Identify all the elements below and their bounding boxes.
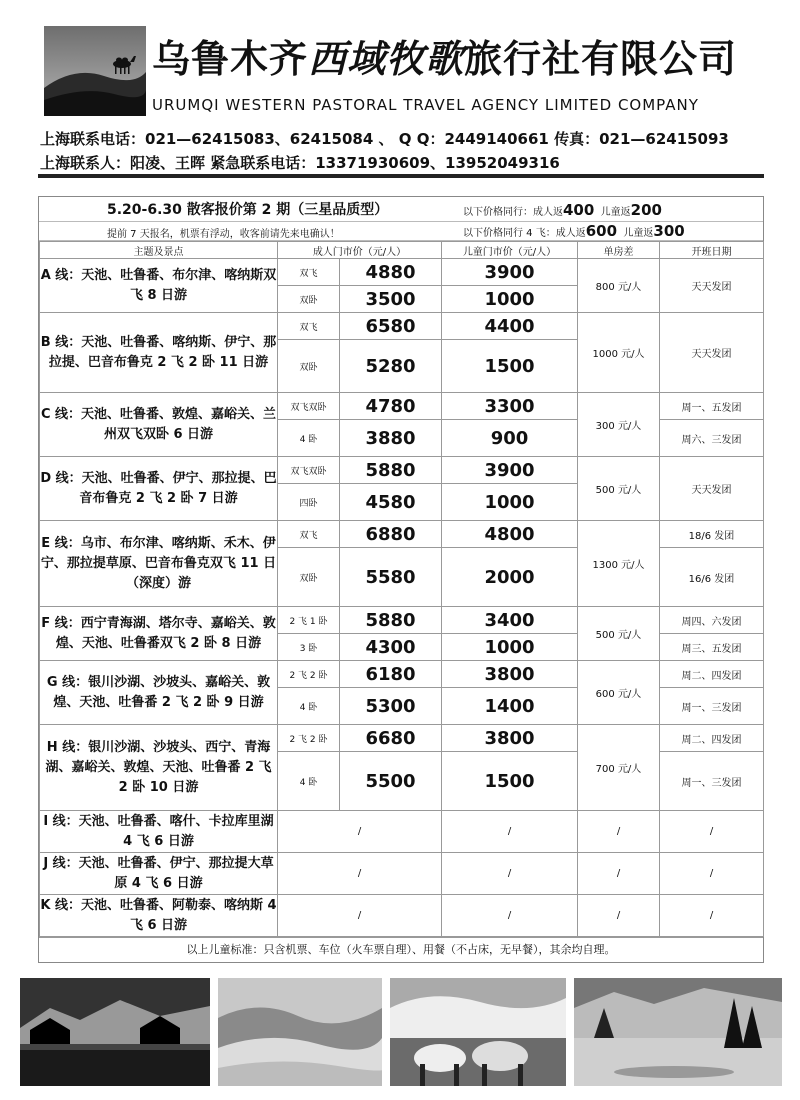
single-room-supplement: 700 元/人 — [578, 725, 660, 811]
contact-line-2: 上海联系人：阳凌、王晖 紧急联系电话：13371930609、13952049316 — [40, 154, 560, 172]
table-row — [40, 853, 764, 895]
child-price: 1500 — [442, 340, 578, 393]
commission-label: 以下价格同行：成人返 — [463, 207, 563, 218]
route-name: B 线：天池、吐鲁番、喀纳斯、伊宁、那拉提、巴音布鲁克 2 飞 2 卧 11 日游 — [40, 313, 278, 393]
col-child-price: 儿童门市价（元/人） — [442, 242, 578, 259]
price-unavailable: / — [660, 895, 764, 937]
departure-schedule: 天天发团 — [660, 457, 764, 521]
child-price: 1000 — [442, 484, 578, 521]
adult-price: 4780 — [340, 393, 442, 420]
child-price: 4800 — [442, 521, 578, 548]
commission-line-2 — [463, 222, 685, 240]
table-row — [40, 725, 764, 752]
adult-price: 4580 — [340, 484, 442, 521]
transport-type: 2 飞 1 卧 — [278, 607, 340, 634]
table-row — [40, 607, 764, 634]
col-adult-price: 成人门市价（元/人） — [278, 242, 442, 259]
col-route: 主题及景点 — [40, 242, 278, 259]
camel-icon — [390, 978, 566, 1086]
photo-desert — [218, 978, 382, 1086]
price-unavailable: / — [578, 895, 660, 937]
adult-commission-4fly: 600 — [585, 222, 618, 240]
single-room-supplement: 1000 元/人 — [578, 313, 660, 393]
col-departure: 开班日期 — [660, 242, 764, 259]
departure-schedule: 周三、五发团 — [660, 634, 764, 661]
route-rows — [40, 259, 764, 937]
contact-line-1: 上海联系电话：021—62415083、62415084 、 Q Q：2449140661 传真：021—62415093 — [40, 130, 729, 148]
table-row — [40, 811, 764, 853]
child-price: 1400 — [442, 688, 578, 725]
table-row — [40, 393, 764, 420]
header-divider — [38, 174, 764, 178]
child-price: 3900 — [442, 457, 578, 484]
departure-schedule: 周一、三发团 — [660, 688, 764, 725]
price-unavailable: / — [278, 895, 442, 937]
route-name: E 线：乌市、布尔津、喀纳斯、禾木、伊宁、那拉提草原、巴音布鲁克双飞 11 日（深度）游 — [40, 521, 278, 607]
single-room-supplement: 300 元/人 — [578, 393, 660, 457]
column-header-row — [40, 242, 764, 259]
photo-ancient-city — [20, 978, 210, 1086]
dunes-icon — [218, 978, 382, 1086]
route-name: F 线：西宁青海湖、塔尔寺、嘉峪关、敦煌、天池、吐鲁番双飞 2 卧 8 日游 — [40, 607, 278, 661]
single-room-supplement: 800 元/人 — [578, 259, 660, 313]
photo-camels — [390, 978, 566, 1086]
adult-price: 5880 — [340, 607, 442, 634]
route-name: D 线：天池、吐鲁番、伊宁、那拉提、巴音布鲁克 2 飞 2 卧 7 日游 — [40, 457, 278, 521]
child-commission: 200 — [630, 201, 662, 219]
child-price: 3900 — [442, 259, 578, 286]
transport-type: 双飞 — [278, 259, 340, 286]
price-unavailable: / — [442, 895, 578, 937]
transport-type: 双飞 — [278, 521, 340, 548]
departure-schedule: 天天发团 — [660, 259, 764, 313]
transport-type: 3 卧 — [278, 634, 340, 661]
price-unavailable: / — [278, 811, 442, 853]
price-unavailable: / — [660, 811, 764, 853]
route-name: H 线：银川沙湖、沙坡头、西宁、青海湖、嘉峪关、敦煌、天池、吐鲁番 2 飞 2 卧 10 日游 — [40, 725, 278, 811]
price-table — [38, 196, 764, 963]
table-row — [40, 661, 764, 688]
price-unavailable: / — [442, 811, 578, 853]
route-name: A 线：天池、吐鲁番、布尔津、喀纳斯双飞 8 日游 — [40, 259, 278, 313]
adult-price: 6680 — [340, 725, 442, 752]
booking-note: 提前 7 天报名，机票有浮动，收客前请先来电确认！ — [107, 229, 340, 240]
transport-type: 双飞 — [278, 313, 340, 340]
company-name-calligraphy: 西域牧歌 — [308, 36, 465, 81]
table-row — [40, 895, 764, 937]
company-name-en: URUMQI WESTERN PASTORAL TRAVEL AGENCY LIMITED COMPANY — [152, 96, 699, 114]
adult-price: 5500 — [340, 752, 442, 811]
transport-type: 双卧 — [278, 548, 340, 607]
commission-line-1 — [463, 201, 662, 219]
table-row — [40, 457, 764, 484]
transport-type: 4 卧 — [278, 688, 340, 725]
adult-price: 4880 — [340, 259, 442, 286]
price-unavailable: / — [278, 853, 442, 895]
transport-type: 双卧 — [278, 340, 340, 393]
route-grid — [39, 241, 764, 937]
child-policy-note: 以上儿童标准：只含机票、车位（火车票自理）、用餐（不占床，无早餐），其余均自理。 — [39, 937, 763, 962]
departure-schedule: 天天发团 — [660, 313, 764, 393]
adult-price: 5580 — [340, 548, 442, 607]
departure-schedule: 周二、四发团 — [660, 725, 764, 752]
route-name: G 线：银川沙湖、沙坡头、嘉峪关、敦煌、天池、吐鲁番 2 飞 2 卧 9 日游 — [40, 661, 278, 725]
col-single-room: 单房差 — [578, 242, 660, 259]
table-note-row — [39, 222, 763, 241]
child-price: 3400 — [442, 607, 578, 634]
departure-schedule: 周一、三发团 — [660, 752, 764, 811]
transport-type: 双卧 — [278, 286, 340, 313]
child-commission-label-4fly: 儿童返 — [623, 228, 654, 239]
child-price: 1000 — [442, 286, 578, 313]
child-price: 900 — [442, 420, 578, 457]
departure-schedule: 18/6 发团 — [660, 521, 764, 548]
transport-type: 双飞双卧 — [278, 457, 340, 484]
adult-price: 5300 — [340, 688, 442, 725]
photo-strip — [20, 978, 782, 1086]
departure-schedule: 周二、四发团 — [660, 661, 764, 688]
price-unavailable: / — [660, 853, 764, 895]
company-logo — [44, 26, 146, 116]
trees-icon — [574, 978, 782, 1086]
transport-type: 4 卧 — [278, 752, 340, 811]
departure-schedule: 周一、五发团 — [660, 393, 764, 420]
adult-price: 5880 — [340, 457, 442, 484]
price-unavailable: / — [578, 811, 660, 853]
single-room-supplement: 500 元/人 — [578, 457, 660, 521]
commission-label-4fly: 以下价格同行 4 飞：成人返 — [463, 228, 586, 239]
route-name: I 线：天池、吐鲁番、喀什、卡拉库里湖 4 飞 6 日游 — [40, 811, 278, 853]
child-price: 1500 — [442, 752, 578, 811]
transport-type: 4 卧 — [278, 420, 340, 457]
transport-type: 2 飞 2 卧 — [278, 725, 340, 752]
fortress-icon — [20, 978, 210, 1086]
child-price: 2000 — [442, 548, 578, 607]
single-room-supplement: 600 元/人 — [578, 661, 660, 725]
adult-price: 6180 — [340, 661, 442, 688]
adult-price: 3500 — [340, 286, 442, 313]
child-price: 4400 — [442, 313, 578, 340]
child-commission-label: 儿童返 — [600, 207, 631, 218]
departure-schedule: 周六、三发团 — [660, 420, 764, 457]
child-commission-4fly: 300 — [653, 222, 685, 240]
route-name: C 线：天池、吐鲁番、敦煌、嘉峪关、兰州双飞双卧 6 日游 — [40, 393, 278, 457]
child-price: 3300 — [442, 393, 578, 420]
price-unavailable: / — [442, 853, 578, 895]
adult-price: 4300 — [340, 634, 442, 661]
departure-schedule: 16/6 发团 — [660, 548, 764, 607]
route-name: J 线：天池、吐鲁番、伊宁、那拉提大草原 4 飞 6 日游 — [40, 853, 278, 895]
adult-price: 6880 — [340, 521, 442, 548]
table-row — [40, 259, 764, 286]
adult-price: 6580 — [340, 313, 442, 340]
transport-type: 双飞双卧 — [278, 393, 340, 420]
company-name-cn — [152, 28, 737, 83]
photo-lake-forest — [574, 978, 782, 1086]
transport-type: 四卧 — [278, 484, 340, 521]
single-room-supplement: 1300 元/人 — [578, 521, 660, 607]
adult-commission: 400 — [563, 201, 595, 219]
table-title: 5.20-6.30 散客报价第 2 期（三星品质型） — [107, 202, 389, 218]
single-room-supplement: 500 元/人 — [578, 607, 660, 661]
price-unavailable: / — [578, 853, 660, 895]
camel-desert-icon — [44, 26, 146, 116]
transport-type: 2 飞 2 卧 — [278, 661, 340, 688]
child-price: 3800 — [442, 661, 578, 688]
adult-price: 5280 — [340, 340, 442, 393]
table-row — [40, 313, 764, 340]
child-price: 3800 — [442, 725, 578, 752]
company-name-part-3: 旅行社有限公司 — [464, 37, 738, 81]
child-price: 1000 — [442, 634, 578, 661]
route-name: K 线：天池、吐鲁番、阿勒泰、喀纳斯 4 飞 6 日游 — [40, 895, 278, 937]
adult-price: 3880 — [340, 420, 442, 457]
departure-schedule: 周四、六发团 — [660, 607, 764, 634]
company-name-part-1: 乌鲁木齐 — [152, 37, 309, 81]
table-title-row — [39, 197, 763, 222]
table-row — [40, 521, 764, 548]
